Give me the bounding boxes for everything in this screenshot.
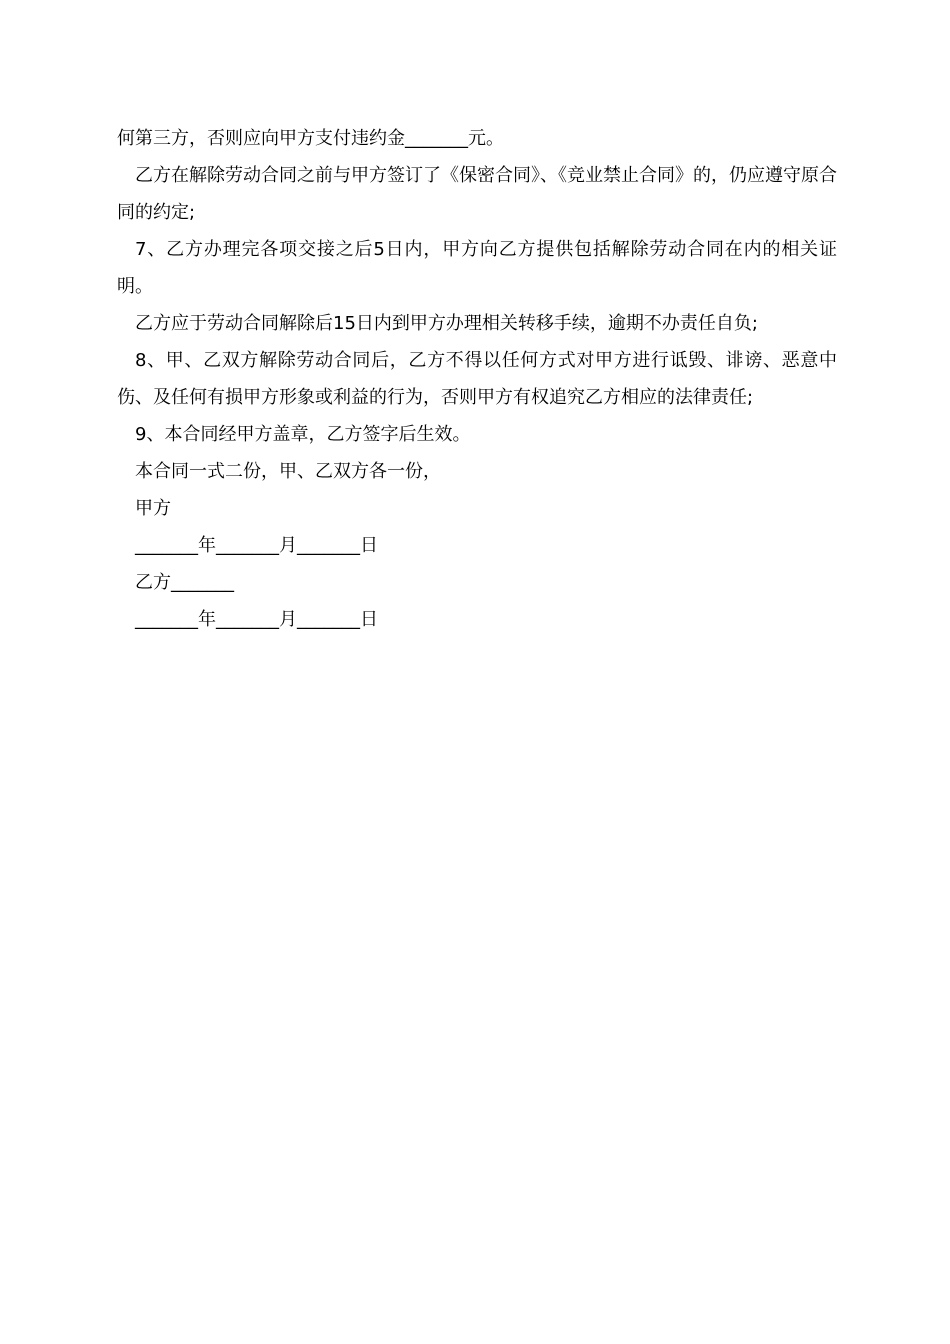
paragraph-clause-9: 9、本合同经甲方盖章，乙方签字后生效。 [135, 424, 471, 445]
paragraph-clause-8: 8、甲、乙双方解除劳动合同后，乙方不得以任何方式对甲方进行诋毁、诽谤、恶意中伤、及任何有损甲方形象或利益的行为，否则甲方有权追究乙方相应的法律责任; [117, 350, 837, 408]
party-b-date-line: _______年_______月_______日 [135, 609, 378, 630]
paragraph-penalty-clause: 何第三方，否则应向甲方支付违约金_______元。 [117, 128, 504, 149]
party-b-signature-line: 乙方_______ [135, 572, 234, 593]
party-a-label: 甲方 [135, 498, 171, 519]
party-a-date-line: _______年_______月_______日 [135, 535, 378, 556]
paragraph-transfer-procedures: 乙方应于劳动合同解除后15日内到甲方办理相关转移手续，逾期不办责任自负; [135, 313, 758, 334]
paragraph-copies: 本合同一式二份，甲、乙双方各一份， [135, 461, 441, 482]
paragraph-clause-7: 7、乙方办理完各项交接之后5日内，甲方向乙方提供包括解除劳动合同在内的相关证明。 [117, 239, 837, 297]
document-body [117, 120, 837, 638]
paragraph-confidentiality-clause: 乙方在解除劳动合同之前与甲方签订了《保密合同》、《竞业禁止合同》的，仍应遵守原合同的约定; [117, 165, 837, 223]
